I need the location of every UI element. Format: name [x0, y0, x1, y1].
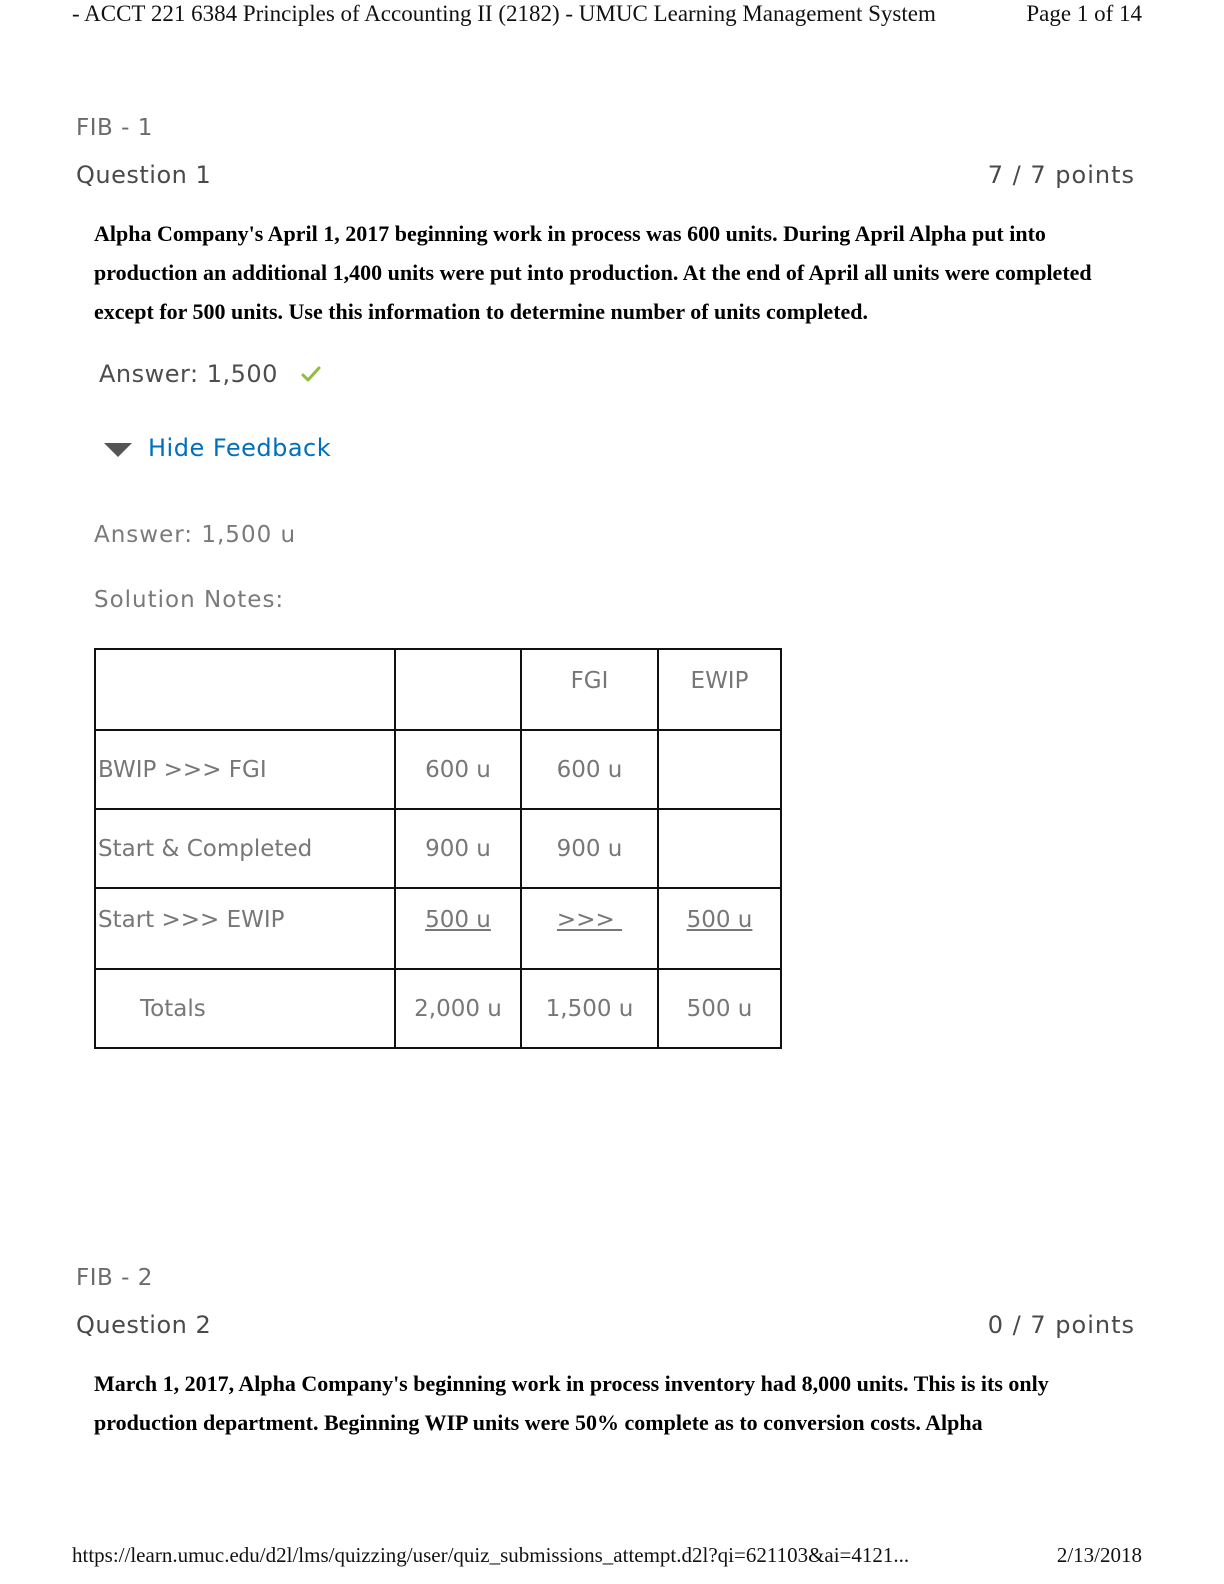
question-text: March 1, 2017, Alpha Company's beginning work in process inventory had 8,000 units. This is its only production department. Beginning WIP units were 50% complete as to conversion costs. Alpha	[94, 1371, 1049, 1435]
table-cell: 900 u	[521, 809, 658, 888]
question-text: Alpha Company's April 1, 2017 beginning work in process was 600 units. During April Alpha put into production an additional 1,400 units were put into production. At the end of April all units were completed except for 500 units. Use this information to determine number of units completed.	[94, 221, 1092, 324]
table-header-cell	[395, 649, 521, 730]
table-cell-label: BWIP >>> FGI	[95, 730, 395, 809]
underlined-value: 500 u	[686, 907, 753, 933]
table-cell	[658, 888, 781, 969]
question-title: Question 2	[76, 1311, 212, 1339]
underlined-value: 500 u	[425, 907, 491, 933]
question-points: 7 / 7 points	[987, 161, 1135, 189]
arrow-marker: >>>	[556, 907, 623, 933]
print-header	[72, 0, 1142, 30]
table-row-totals	[95, 969, 781, 1048]
table-header-row	[95, 649, 781, 730]
triangle-down-icon	[104, 443, 132, 457]
answer-value: Answer: 1,500	[99, 360, 278, 388]
table-cell-label: Start & Completed	[95, 809, 395, 888]
table-header-cell	[95, 649, 395, 730]
question-title: Question 1	[76, 161, 212, 189]
table-cell-label: Totals	[95, 969, 395, 1048]
table-row	[95, 809, 781, 888]
table-cell	[658, 730, 781, 809]
page-number: Page 1 of 14	[1026, 1, 1142, 26]
hide-feedback-toggle[interactable]	[104, 434, 331, 462]
table-cell: 500 u	[658, 969, 781, 1048]
page-url: https://learn.umuc.edu/d2l/lms/quizzing/user/quiz_submissions_attempt.d2l?qi=621103&ai=4121...	[72, 1543, 910, 1567]
table-cell: 600 u	[395, 730, 521, 809]
feedback-answer: Answer: 1,500 u	[94, 522, 297, 548]
solution-notes-label: Solution Notes:	[94, 587, 285, 613]
hide-feedback-link[interactable]: Hide Feedback	[148, 434, 332, 462]
table-row	[95, 888, 781, 969]
table-cell-label: Start >>> EWIP	[95, 888, 395, 969]
table-cell: 2,000 u	[395, 969, 521, 1048]
question-points: 0 / 7 points	[987, 1311, 1135, 1339]
document-title: - ACCT 221 6384 Principles of Accounting II (2182) - UMUC Learning Management System	[72, 1, 936, 26]
table-cell: 1,500 u	[521, 969, 658, 1048]
table-cell	[395, 888, 521, 969]
table-row	[95, 730, 781, 809]
table-cell	[521, 888, 658, 969]
table-cell: 900 u	[395, 809, 521, 888]
print-footer	[72, 1541, 1142, 1571]
solution-table	[94, 648, 782, 1049]
question-section-label: FIB - 2	[76, 1265, 153, 1291]
table-cell: 600 u	[521, 730, 658, 809]
table-header-fgi: FGI	[521, 649, 658, 730]
print-date: 2/13/2018	[1056, 1543, 1142, 1567]
answer-row	[99, 360, 322, 388]
table-cell	[658, 809, 781, 888]
table-header-ewip: EWIP	[658, 649, 781, 730]
check-icon	[300, 364, 322, 384]
question-section-label: FIB - 1	[76, 115, 153, 141]
